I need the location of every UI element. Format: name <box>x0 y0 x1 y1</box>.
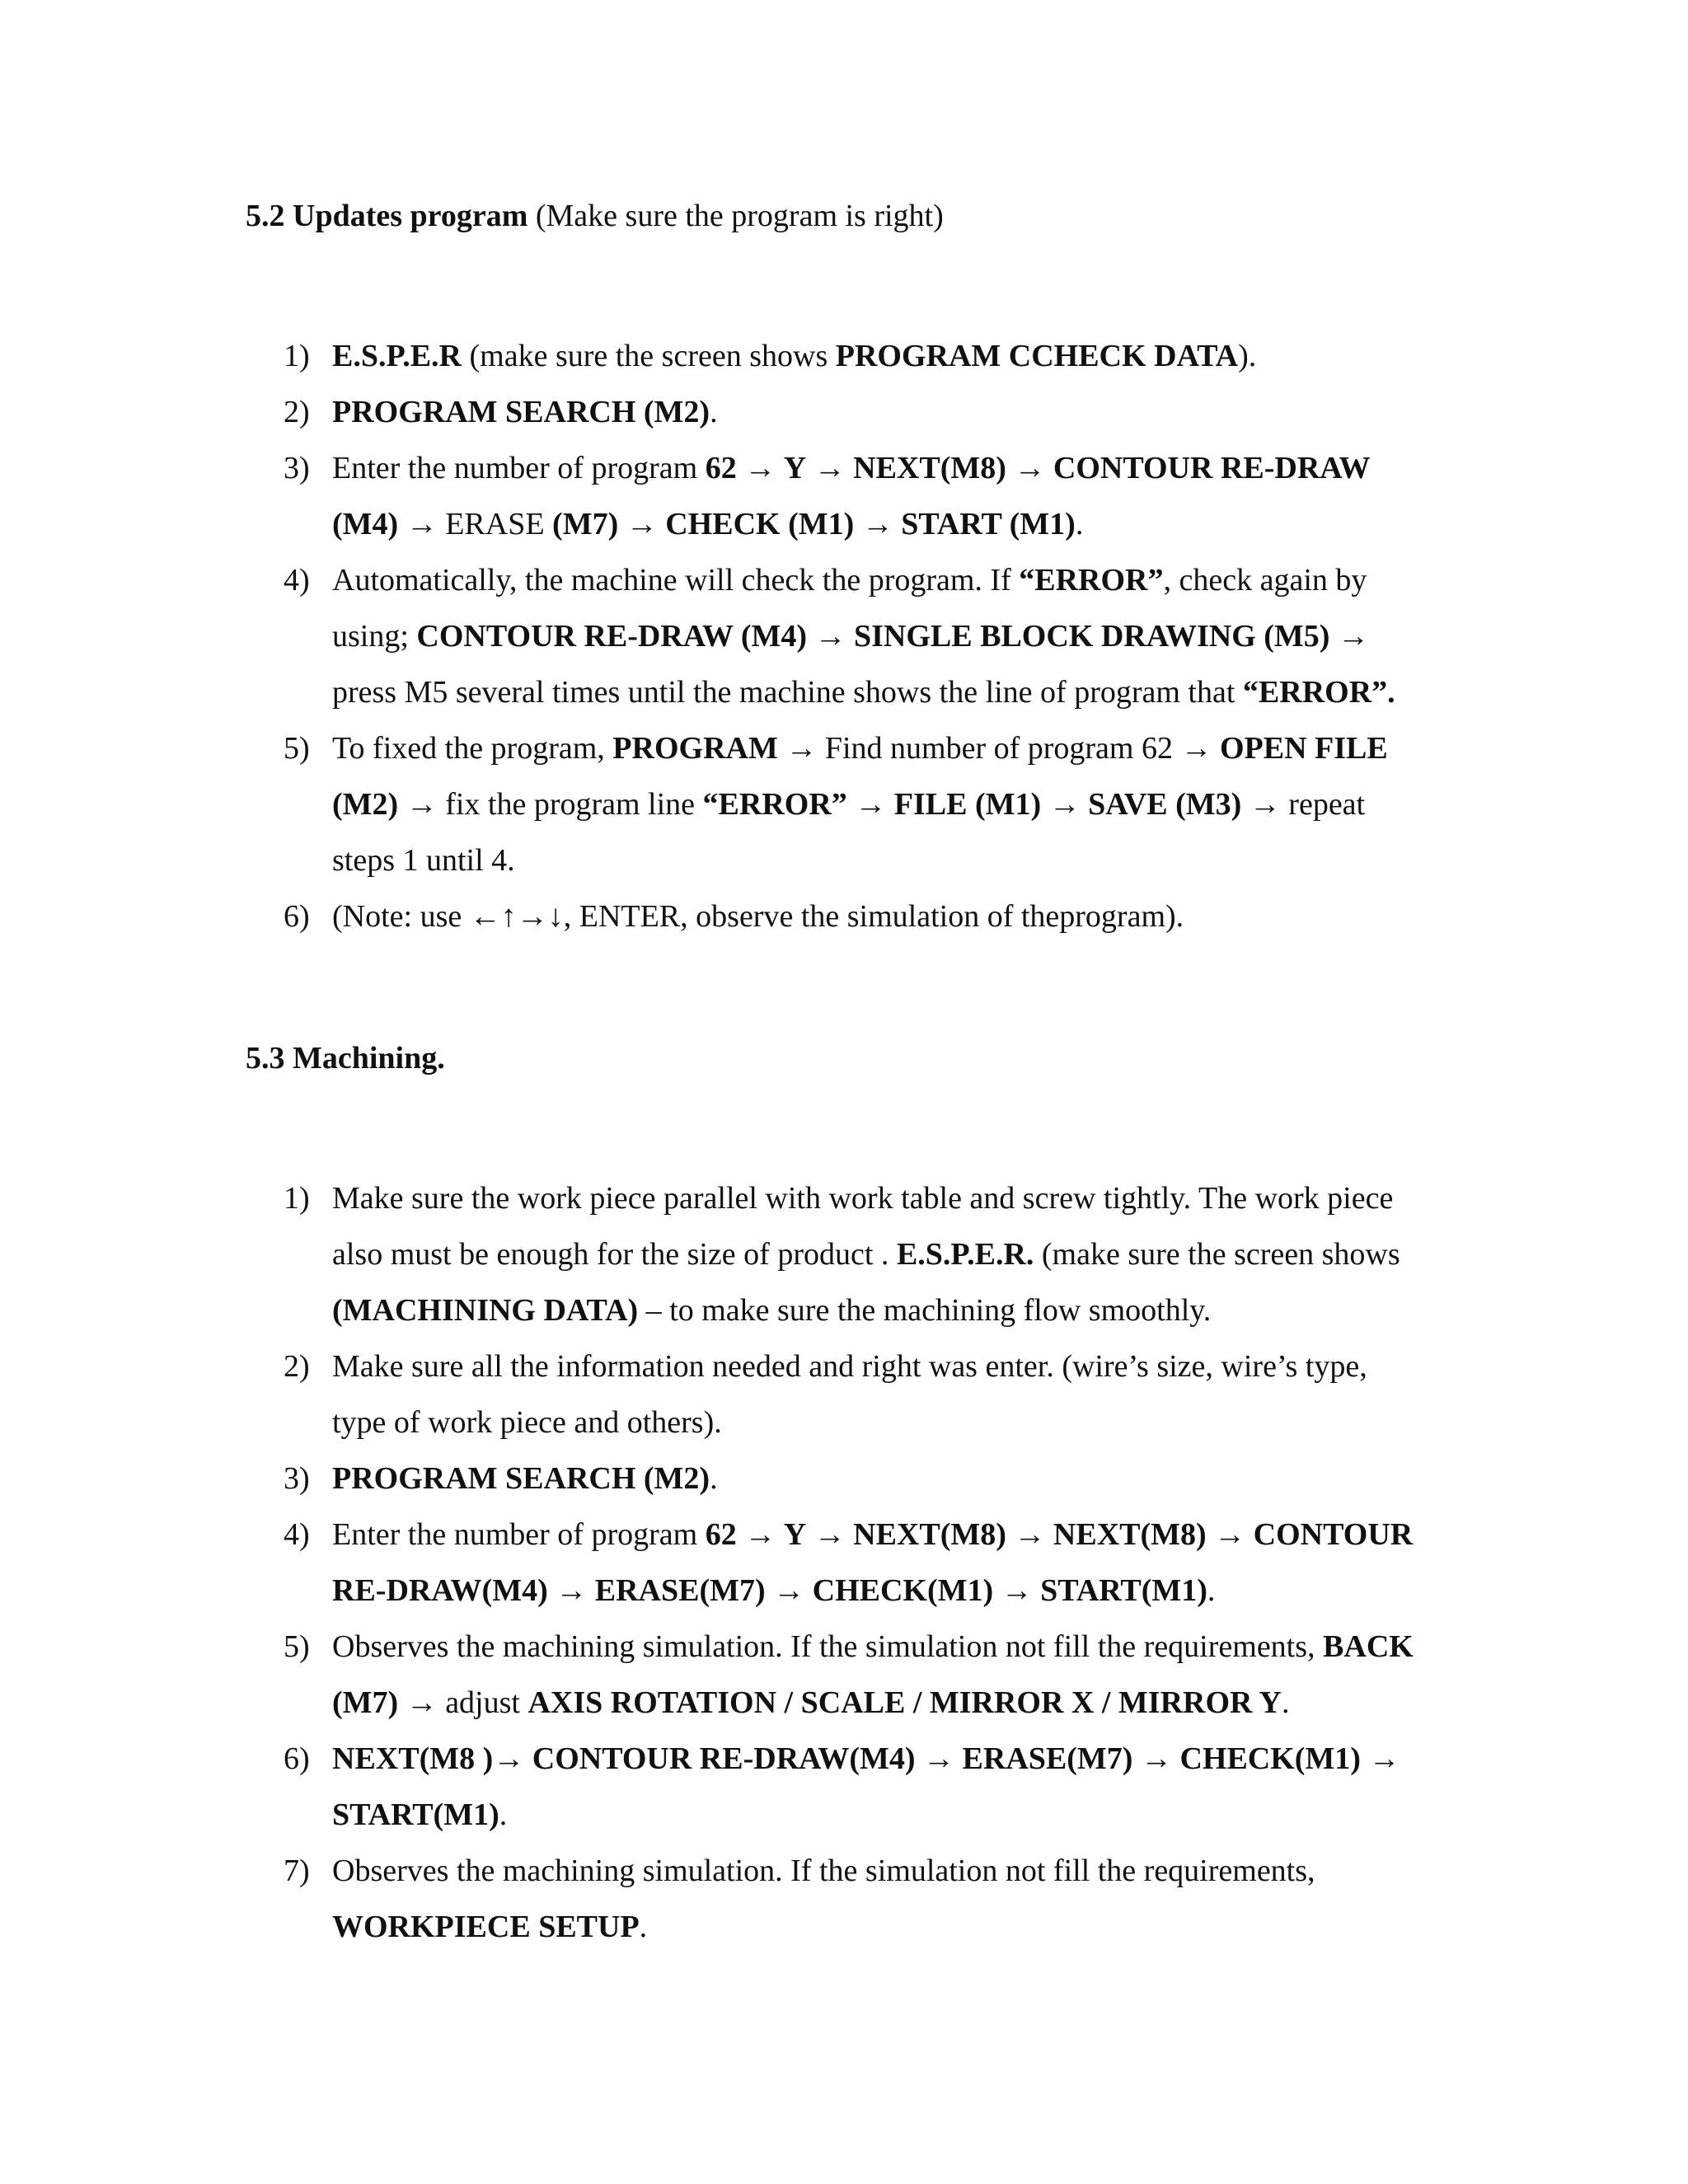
text: (make sure the screen shows <box>1034 1237 1400 1272</box>
section-5-2-heading-bold: 5.2 Updates program <box>246 199 528 233</box>
text: → <box>806 1517 854 1552</box>
list-item-line <box>332 1911 647 1943</box>
list-item-number: 2) <box>284 1349 310 1384</box>
bold-text: SAVE (M3) <box>1088 787 1242 822</box>
list-item-line <box>332 1239 1400 1270</box>
text: → <box>1206 1517 1254 1552</box>
text: → Find number of program 62 → <box>777 731 1220 766</box>
text: Enter the number of program <box>332 451 706 485</box>
bold-text: BACK <box>1323 1629 1414 1664</box>
bold-text: NEXT(M8) <box>1053 1517 1207 1552</box>
list-item-line <box>332 677 1395 708</box>
text: → <box>806 451 854 485</box>
bold-text: CONTOUR RE-DRAW <box>1053 451 1371 485</box>
list-item-number: 4) <box>284 563 310 598</box>
text: → <box>736 1517 784 1552</box>
text: . <box>710 1461 718 1496</box>
bold-text: NEXT(M8) <box>853 451 1006 485</box>
text: → <box>1006 451 1053 485</box>
text: . <box>1207 1573 1216 1608</box>
text: press M5 several times until the machine shows the line of program that <box>332 675 1243 710</box>
text: Observes the machining simulation. If the simulation not fill the requirements, <box>332 1854 1315 1888</box>
bold-text: PROGRAM SEARCH (M2) <box>332 395 710 429</box>
list-item-line <box>332 396 718 428</box>
bold-text: NEXT(M8 ) <box>332 1741 494 1776</box>
bold-text: START(M1) <box>1040 1573 1207 1608</box>
bold-text: CHECK (M1) <box>665 507 855 541</box>
bold-text: WORKPIECE SETUP <box>332 1910 640 1944</box>
list-item-line <box>332 845 515 876</box>
list-item-number: 1) <box>284 339 310 373</box>
text: . <box>1282 1685 1290 1720</box>
text: Observes the machining simulation. If the simulation not fill the requirements, <box>332 1629 1324 1664</box>
section-5-2-heading <box>246 200 944 232</box>
text: → repeat <box>1241 787 1366 822</box>
bold-text: (M4) <box>332 507 399 541</box>
list-item-line <box>332 1743 1400 1774</box>
list-item-number: 5) <box>284 1629 310 1664</box>
list-item-line <box>332 509 1083 540</box>
list-item-number: 7) <box>284 1854 310 1888</box>
text: – to make sure the machining flow smoothly. <box>638 1293 1212 1328</box>
list-item-line <box>332 1351 1367 1382</box>
text: → <box>765 1573 813 1608</box>
bold-text: E.S.P.E.R. <box>896 1237 1034 1272</box>
text: → <box>1132 1741 1180 1776</box>
bold-text: ERASE(M7) <box>962 1741 1133 1776</box>
text: . <box>639 1910 648 1944</box>
list-item-line <box>332 1687 1290 1718</box>
text: → <box>807 619 854 654</box>
bold-text: AXIS ROTATION / SCALE / MIRROR X / MIRROR Y <box>528 1685 1282 1720</box>
text: . <box>710 395 718 429</box>
text: → <box>993 1573 1041 1608</box>
text: → <box>915 1741 963 1776</box>
text: → <box>1360 1741 1400 1776</box>
list-item-line <box>332 1407 722 1438</box>
text: → <box>1006 1517 1053 1552</box>
list-item-line <box>332 1519 1413 1550</box>
list-item-line <box>332 1295 1211 1326</box>
bold-text: (M2) <box>332 787 399 822</box>
text: . <box>499 1797 508 1832</box>
bold-text: CONTOUR RE-DRAW(M4) <box>532 1741 916 1776</box>
list-item-line <box>332 621 1369 652</box>
list-item-line <box>332 565 1367 596</box>
bold-text: START(M1) <box>332 1797 499 1832</box>
bold-text: CONTOUR RE-DRAW (M4) <box>416 619 807 654</box>
text: steps 1 until 4. <box>332 843 515 878</box>
text: → <box>1329 619 1369 654</box>
bold-text: CHECK(M1) <box>812 1573 994 1608</box>
text: To fixed the program, <box>332 731 613 766</box>
list-item-number: 3) <box>284 1461 310 1496</box>
bold-text: PROGRAM <box>612 731 778 766</box>
text: → <box>854 507 902 541</box>
bold-text: PROGRAM SEARCH (M2) <box>332 1461 710 1496</box>
list-item-number: 2) <box>284 395 310 429</box>
list-item-line <box>332 1631 1414 1662</box>
text: using; <box>332 619 417 654</box>
text: → ERASE <box>398 507 553 541</box>
bold-text: START (M1) <box>901 507 1076 541</box>
bold-text: 62 <box>705 1517 737 1552</box>
text: . <box>1075 507 1084 541</box>
bold-text: Y <box>783 451 807 485</box>
text: → <box>618 507 666 541</box>
bold-text: CONTOUR <box>1253 1517 1414 1552</box>
bold-text: PROGRAM CCHECK DATA <box>835 339 1239 373</box>
text: type of work piece and others). <box>332 1405 722 1440</box>
bold-text: (M7) <box>552 507 619 541</box>
text: → adjust <box>398 1685 528 1720</box>
section-5-3-heading <box>246 1043 445 1074</box>
list-item-line <box>332 452 1371 484</box>
text: , check again by <box>1163 563 1367 598</box>
text: (make sure the screen shows <box>462 339 836 373</box>
bold-text: NEXT(M8) <box>853 1517 1006 1552</box>
text: → <box>493 1741 532 1776</box>
list-item-line <box>332 789 1365 820</box>
list-item-number: 3) <box>284 451 310 485</box>
list-item-line <box>332 733 1388 764</box>
section-5-2-heading-note: (Make sure the program is right) <box>528 199 944 233</box>
text: Enter the number of program <box>332 1517 706 1552</box>
bold-text: SINGLE BLOCK DRAWING (M5) <box>854 619 1330 654</box>
text: (Note: use ←↑→↓, ENTER, observe the simulation of theprogram). <box>332 899 1184 934</box>
bold-text: “ERROR”. <box>1242 675 1395 710</box>
list-item-number: 6) <box>284 899 310 934</box>
text: → <box>736 451 784 485</box>
text: Automatically, the machine will check the program. If <box>332 563 1020 598</box>
text: also must be enough for the size of product . <box>332 1237 897 1272</box>
list-item-line <box>332 901 1184 932</box>
list-item-line <box>332 1575 1215 1606</box>
bold-text: ERASE(M7) <box>594 1573 766 1608</box>
bold-text: RE-DRAW(M4) <box>332 1573 548 1608</box>
text: ). <box>1238 339 1257 373</box>
bold-text: 62 <box>705 451 737 485</box>
text: → <box>1041 787 1089 822</box>
bold-text: (MACHINING DATA) <box>332 1293 639 1328</box>
bold-text: “ERROR” <box>702 787 847 822</box>
section-5-3-heading-bold: 5.3 Machining. <box>246 1041 445 1076</box>
list-item-number: 6) <box>284 1741 310 1776</box>
text: Make sure all the information needed and right was enter. (wire’s size, wire’s type, <box>332 1349 1367 1384</box>
bold-text: “ERROR” <box>1019 563 1164 598</box>
bold-text: OPEN FILE <box>1219 731 1388 766</box>
list-item-line <box>332 1855 1315 1886</box>
bold-text: CHECK(M1) <box>1179 1741 1361 1776</box>
bold-text: FILE (M1) <box>893 787 1042 822</box>
list-item-line <box>332 1183 1393 1214</box>
list-item-number: 5) <box>284 731 310 766</box>
list-item-line <box>332 340 1256 372</box>
list-item-number: 4) <box>284 1517 310 1552</box>
list-item-line <box>332 1463 718 1494</box>
text: → <box>547 1573 595 1608</box>
bold-text: E.S.P.E.R <box>332 339 462 373</box>
text: → fix the program line <box>398 787 703 822</box>
bold-text: (M7) <box>332 1685 399 1720</box>
list-item-line <box>332 1799 507 1830</box>
bold-text: Y <box>783 1517 807 1552</box>
list-item-number: 1) <box>284 1181 310 1216</box>
text: → <box>846 787 894 822</box>
text: Make sure the work piece parallel with work table and screw tightly. The work piece <box>332 1181 1394 1216</box>
